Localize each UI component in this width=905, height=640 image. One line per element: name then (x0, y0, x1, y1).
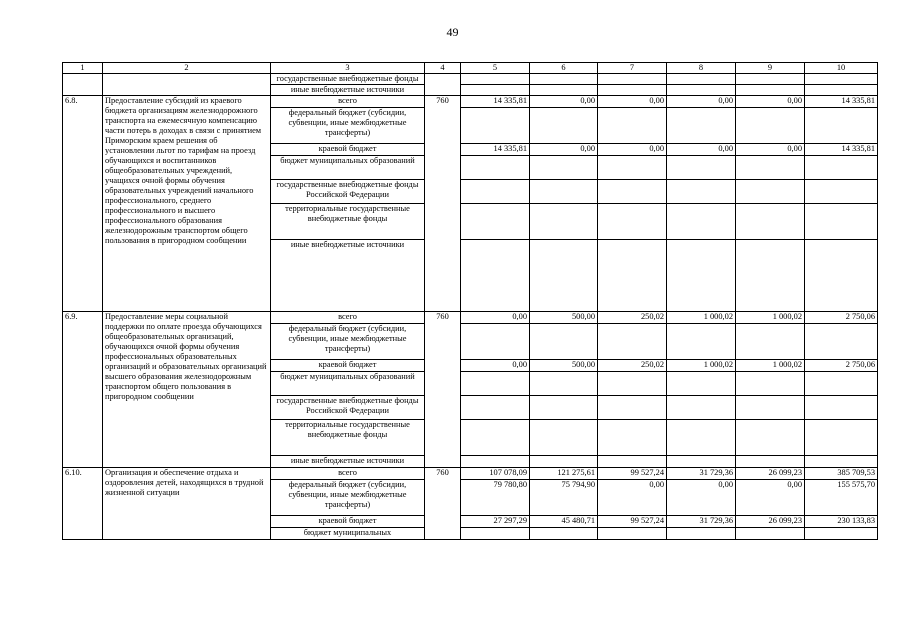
column-header: 9 (736, 63, 805, 74)
funding-source: краевой бюджет (271, 516, 425, 528)
amount-cell: 500,00 (530, 312, 598, 324)
amount-cell: 31 729,36 (667, 468, 736, 480)
amount-cell (598, 156, 667, 180)
header-row (63, 63, 878, 74)
page-number: 49 (446, 25, 459, 39)
amount-cell (805, 108, 878, 144)
funding-source: бюджет муниципальных (271, 528, 425, 540)
amount-cell (530, 456, 598, 468)
amount-cell (461, 108, 530, 144)
grbs-code: 760 (425, 468, 461, 540)
amount-cell (805, 240, 878, 312)
amount-cell (598, 528, 667, 540)
amount-cell (736, 456, 805, 468)
amount-cell (461, 456, 530, 468)
amount-cell: 99 527,24 (598, 468, 667, 480)
amount-cell: 107 078,09 (461, 468, 530, 480)
amount-cell (667, 324, 736, 360)
amount-cell (736, 180, 805, 204)
amount-cell: 0,00 (530, 144, 598, 156)
amount-cell (805, 372, 878, 396)
amount-cell (805, 204, 878, 240)
amount-cell (667, 456, 736, 468)
column-header: 7 (598, 63, 667, 74)
amount-cell (736, 156, 805, 180)
section-name: Предоставление субсидий из краевого бюджета организациям железнодорожного транспорта на ежемесячную компенсацию части потерь в доходах в связи с принятием Приморским краем решения об установлении льгот по тарифам на проезд обучающихся и воспитанников общеобразовательных учреждений, учащихся очной формы обучения образовательных учреждений начального профессионального, среднего профессионального и высшего профессионального образования железнодорожным транспортом общего пользования в пригородном сообщении (103, 96, 271, 312)
amount-cell: 0,00 (530, 96, 598, 108)
amount-cell (598, 324, 667, 360)
section-code: 6.9. (63, 312, 103, 468)
amount-cell (461, 324, 530, 360)
amount-cell (598, 108, 667, 144)
funding-source: всего (271, 312, 425, 324)
amount-cell (736, 324, 805, 360)
table-row (63, 312, 878, 324)
funding-source: краевой бюджет (271, 144, 425, 156)
amount-cell (736, 240, 805, 312)
amount-cell (530, 240, 598, 312)
amount-cell: 1 000,02 (736, 360, 805, 372)
funding-source: государственные внебюджетные фонды (271, 74, 425, 85)
amount-cell (461, 180, 530, 204)
grbs-cell-empty (425, 74, 461, 96)
funding-source: федеральный бюджет (субсидии, субвенции, иные межбюджетные трансферты) (271, 108, 425, 144)
amount-cell (598, 204, 667, 240)
column-header: 1 (63, 63, 103, 74)
section-code: 6.8. (63, 96, 103, 312)
amount-cell: 0,00 (736, 144, 805, 156)
amount-cell: 1 000,02 (667, 312, 736, 324)
amount-cell: 79 780,80 (461, 480, 530, 516)
amount-cell (805, 324, 878, 360)
code-cell-empty (63, 74, 103, 96)
amount-cell (461, 396, 530, 420)
column-header: 2 (103, 63, 271, 74)
amount-cell: 0,00 (598, 144, 667, 156)
amount-cell: 0,00 (461, 312, 530, 324)
table-row (63, 96, 878, 108)
amount-cell (530, 396, 598, 420)
amount-cell (667, 204, 736, 240)
amount-cell (530, 324, 598, 360)
amount-cell (805, 456, 878, 468)
funding-source: федеральный бюджет (субсидии, субвенции, иные межбюджетные трансферты) (271, 480, 425, 516)
amount-cell (598, 372, 667, 396)
column-header: 4 (425, 63, 461, 74)
funding-source: иные внебюджетные источники (271, 240, 425, 312)
amount-cell (667, 240, 736, 312)
section-code: 6.10. (63, 468, 103, 540)
funding-source: государственные внебюджетные фонды Российской Федерации (271, 396, 425, 420)
amount-cell: 0,00 (736, 96, 805, 108)
amount-cell (598, 420, 667, 456)
column-header: 6 (530, 63, 598, 74)
column-header: 3 (271, 63, 425, 74)
amount-cell (736, 85, 805, 96)
grbs-code: 760 (425, 96, 461, 312)
budget-table (62, 62, 878, 540)
amount-cell (530, 528, 598, 540)
amount-cell: 14 335,81 (461, 96, 530, 108)
amount-cell (530, 372, 598, 396)
amount-cell (667, 85, 736, 96)
amount-cell (461, 240, 530, 312)
funding-source: бюджет муниципальных образований (271, 372, 425, 396)
amount-cell: 75 794,90 (530, 480, 598, 516)
amount-cell: 31 729,36 (667, 516, 736, 528)
amount-cell (598, 240, 667, 312)
name-cell-empty (103, 74, 271, 96)
amount-cell (530, 420, 598, 456)
funding-source: краевой бюджет (271, 360, 425, 372)
amount-cell: 2 750,06 (805, 312, 878, 324)
amount-cell: 0,00 (667, 480, 736, 516)
amount-cell (805, 420, 878, 456)
amount-cell (461, 85, 530, 96)
amount-cell: 2 750,06 (805, 360, 878, 372)
amount-cell (667, 372, 736, 396)
funding-source: всего (271, 468, 425, 480)
amount-cell: 155 575,70 (805, 480, 878, 516)
amount-cell (667, 156, 736, 180)
amount-cell (461, 420, 530, 456)
amount-cell: 26 099,23 (736, 516, 805, 528)
amount-cell (530, 204, 598, 240)
amount-cell (736, 396, 805, 420)
amount-cell: 500,00 (530, 360, 598, 372)
amount-cell: 27 297,29 (461, 516, 530, 528)
amount-cell: 99 527,24 (598, 516, 667, 528)
amount-cell (461, 372, 530, 396)
amount-cell (598, 74, 667, 85)
amount-cell: 385 709,53 (805, 468, 878, 480)
funding-source: иные внебюджетные источники (271, 456, 425, 468)
amount-cell (805, 528, 878, 540)
amount-cell: 45 480,71 (530, 516, 598, 528)
section-name: Предоставление меры социальной поддержки по оплате проезда обучающихся общеобразовательных организаций, обучающихся очной формы обучения профессиональных образовательных организаций и образовательных организаций высшего образования железнодорожным транспортом общего пользования в пригородном сообщении (103, 312, 271, 468)
amount-cell (805, 85, 878, 96)
amount-cell (667, 396, 736, 420)
amount-cell (598, 396, 667, 420)
amount-cell (530, 108, 598, 144)
amount-cell (736, 372, 805, 396)
amount-cell (805, 180, 878, 204)
amount-cell (530, 156, 598, 180)
funding-source: федеральный бюджет (субсидии, субвенции, иные межбюджетные трансферты) (271, 324, 425, 360)
amount-cell (667, 108, 736, 144)
amount-cell (530, 85, 598, 96)
amount-cell: 0,00 (461, 360, 530, 372)
amount-cell: 0,00 (598, 480, 667, 516)
amount-cell (667, 74, 736, 85)
amount-cell (461, 204, 530, 240)
column-header: 8 (667, 63, 736, 74)
amount-cell: 14 335,81 (461, 144, 530, 156)
amount-cell (736, 74, 805, 85)
amount-cell: 1 000,02 (667, 360, 736, 372)
amount-cell: 250,02 (598, 360, 667, 372)
amount-cell (805, 74, 878, 85)
table-row (63, 74, 878, 85)
column-header: 5 (461, 63, 530, 74)
amount-cell: 14 335,81 (805, 96, 878, 108)
amount-cell: 230 133,83 (805, 516, 878, 528)
amount-cell (736, 204, 805, 240)
amount-cell: 0,00 (736, 480, 805, 516)
grbs-code: 760 (425, 312, 461, 468)
amount-cell (667, 528, 736, 540)
section-name: Организация и обеспечение отдыха и оздоровления детей, находящихся в трудной жизненной ситуации (103, 468, 271, 540)
amount-cell (530, 180, 598, 204)
amount-cell: 1 000,02 (736, 312, 805, 324)
amount-cell: 121 275,61 (530, 468, 598, 480)
funding-source: всего (271, 96, 425, 108)
amount-cell (667, 420, 736, 456)
funding-source: государственные внебюджетные фонды Российской Федерации (271, 180, 425, 204)
table-row (63, 468, 878, 480)
funding-source: территориальные государственные внебюджетные фонды (271, 420, 425, 456)
amount-cell: 250,02 (598, 312, 667, 324)
amount-cell (736, 420, 805, 456)
funding-source: территориальные государственные внебюджетные фонды (271, 204, 425, 240)
amount-cell (598, 456, 667, 468)
amount-cell: 0,00 (598, 96, 667, 108)
amount-cell (461, 528, 530, 540)
amount-cell (461, 74, 530, 85)
amount-cell (736, 528, 805, 540)
funding-source: иные внебюджетные источники (271, 85, 425, 96)
amount-cell: 0,00 (667, 144, 736, 156)
amount-cell (530, 74, 598, 85)
amount-cell (667, 180, 736, 204)
amount-cell (805, 156, 878, 180)
amount-cell (805, 396, 878, 420)
amount-cell (736, 108, 805, 144)
amount-cell: 26 099,23 (736, 468, 805, 480)
column-header: 10 (805, 63, 878, 74)
amount-cell (461, 156, 530, 180)
amount-cell (598, 85, 667, 96)
funding-source: бюджет муниципальных образований (271, 156, 425, 180)
amount-cell: 14 335,81 (805, 144, 878, 156)
amount-cell (598, 180, 667, 204)
amount-cell: 0,00 (667, 96, 736, 108)
